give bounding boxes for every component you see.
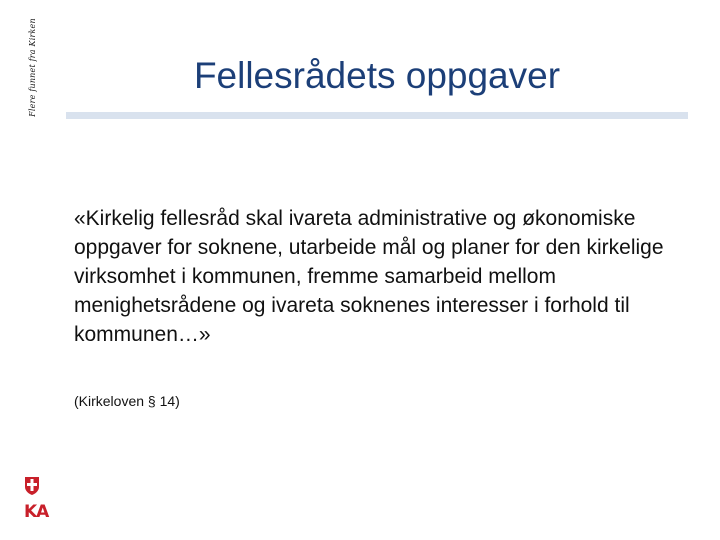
slide-title: Fellesrådets oppgaver — [193, 55, 561, 96]
side-handwriting-text: Flere funnet fra Kirken — [27, 17, 37, 117]
ka-logo: KA — [24, 502, 49, 522]
law-quote: «Kirkelig fellesråd skal ivareta administrative og økonomiske oppgaver for soknene, utarbeide mål og planer for den kirkelige virksomhet i kommunen, fremme samarbeid mellom menighetsrådene og ivareta soknenes interesser i forhold til kommunen…» — [74, 207, 664, 346]
title-underline — [66, 112, 688, 119]
church-cross-shield-icon — [24, 476, 40, 496]
side-handwriting — [22, 17, 42, 117]
citation: (Kirkeloven § 14) — [74, 393, 180, 409]
